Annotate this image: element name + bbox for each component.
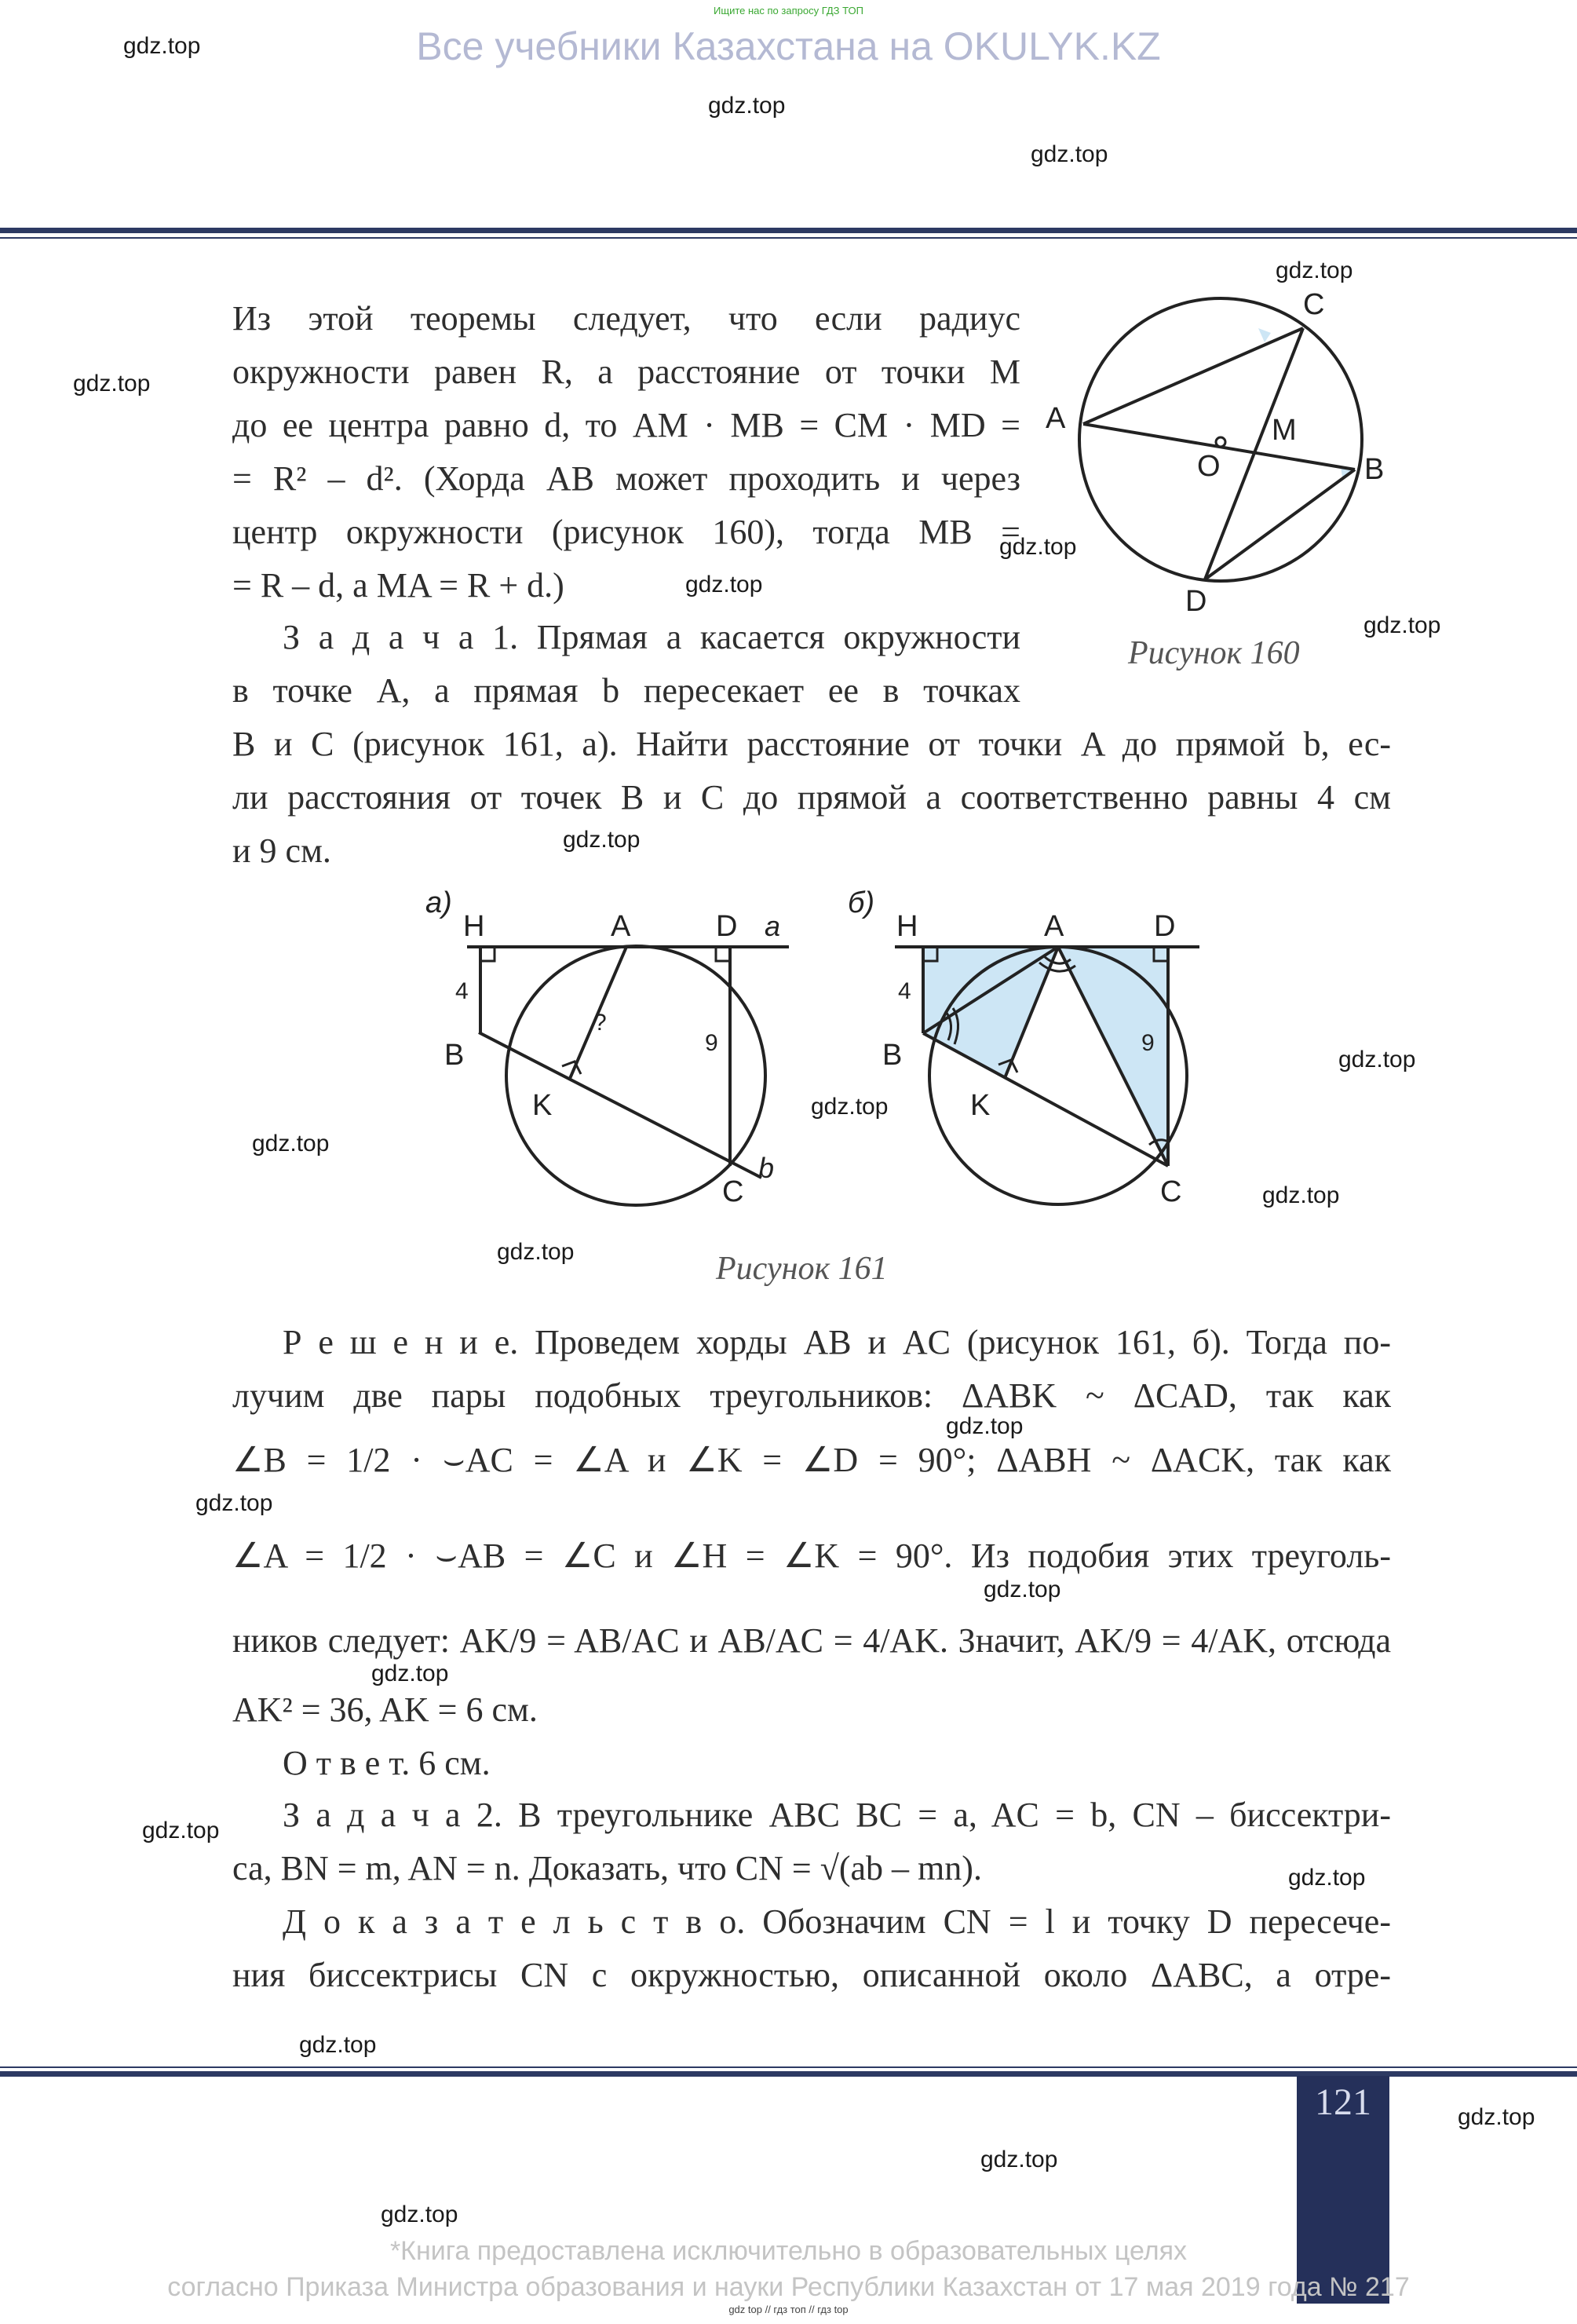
text-line: B и C (рисунок 161, а). Найти расстояние от точки A до прямой b, ес- bbox=[232, 725, 1391, 763]
label-c: C bbox=[1303, 288, 1325, 321]
watermark: gdz.top bbox=[1458, 2104, 1535, 2130]
watermark: gdz.top bbox=[811, 1094, 889, 1120]
label-seg-9: 9 bbox=[705, 1030, 718, 1056]
watermark: gdz.top bbox=[123, 33, 201, 59]
footer-note-line1: *Книга предоставлена исключительно в образовательных целях bbox=[389, 2236, 1188, 2266]
figure-161-caption: Рисунок 161 bbox=[716, 1251, 888, 1287]
text-line: Д о к а з а т е л ь с т в о. Обозначим CN = l и точку D пересече- bbox=[283, 1902, 1391, 1941]
label-a: A bbox=[1046, 402, 1066, 435]
label-m: M bbox=[1272, 414, 1297, 447]
figure-161a bbox=[408, 879, 801, 1209]
label-a: A bbox=[1044, 910, 1064, 943]
watermark: gdz.top bbox=[708, 93, 786, 119]
label-d: D bbox=[1185, 585, 1207, 612]
watermark: gdz.top bbox=[381, 2202, 458, 2227]
search-hint: Ищите нас по запросу ГДЗ ТОП bbox=[714, 5, 863, 16]
footer-note-line2: согласно Приказа Министра образования и науки Республики Казахстан от 17 мая 2019 года № 217 bbox=[167, 2272, 1410, 2302]
figure-161b bbox=[848, 879, 1225, 1209]
text-line: до ее центра равно d, то AM · MB = CM · MD = bbox=[232, 406, 1020, 444]
text-line: са, BN = m, AN = n. Доказать, что CN = √(ab – mn). bbox=[232, 1849, 982, 1887]
label-b: B bbox=[882, 1039, 903, 1072]
watermark: gdz.top bbox=[685, 572, 763, 597]
header-rule-thin bbox=[0, 237, 1577, 239]
label-unknown: ? bbox=[593, 1010, 607, 1036]
text-line: З а д а ч а 2. В треугольнике ABC BC = a, AC = b, CN – биссектри- bbox=[283, 1796, 1391, 1834]
secant-b bbox=[479, 1032, 761, 1178]
text-line: лучим две пары подобных треугольников: ΔABK ~ ΔCAD, так как bbox=[232, 1376, 1391, 1415]
text-line: Из этой теоремы следует, что если радиус bbox=[232, 299, 1020, 338]
label-seg-9: 9 bbox=[1141, 1030, 1155, 1056]
text-line: = R² – d². (Хорда AB может проходить и через bbox=[232, 459, 1021, 498]
watermark: gdz.top bbox=[984, 1577, 1061, 1602]
watermark: gdz.top bbox=[980, 2147, 1058, 2172]
label-d: D bbox=[1154, 910, 1176, 943]
label-b: B bbox=[444, 1039, 465, 1072]
watermark: gdz.top bbox=[1276, 258, 1353, 283]
label-line-b: b bbox=[758, 1152, 775, 1184]
label-d: D bbox=[716, 910, 738, 943]
text-line: ния биссектрисы CN с окружностью, описанной около ΔABC, а отре- bbox=[232, 1956, 1391, 1994]
watermark: gdz.top bbox=[299, 2032, 377, 2058]
watermark: gdz.top bbox=[142, 1818, 220, 1843]
text-line: ∠B = 1/2 · ⌣AC = ∠A и ∠K = ∠D = 90°; ΔABH ~ ΔACK, так как bbox=[232, 1441, 1391, 1479]
text-line: = R – d, а MA = R + d.) bbox=[232, 566, 564, 605]
header-rule-thick bbox=[0, 228, 1577, 233]
answer-line: О т в е т. 6 см. bbox=[283, 1744, 491, 1782]
text-line: ников следует: AK/9 = AB/AC и AB/AC = 4/AK. Значит, AK/9 = 4/AK, отсюда bbox=[232, 1621, 1391, 1660]
angle-c-fill bbox=[1258, 328, 1271, 342]
text-line: Р е ш е н и е. Проведем хорды AB и AC (рисунок 161, б). Тогда по- bbox=[283, 1323, 1391, 1361]
text-line: З а д а ч а 1. Прямая a касается окружности bbox=[283, 618, 1020, 656]
watermark: gdz.top bbox=[1031, 141, 1108, 167]
footer-rule-thin bbox=[0, 2066, 1577, 2068]
panel-tag: б) bbox=[848, 886, 875, 919]
panel-tag: а) bbox=[425, 886, 452, 919]
label-k: K bbox=[532, 1089, 553, 1122]
footer-tiny: gdz top // гдз топ // гдз top bbox=[728, 2304, 849, 2315]
watermark: gdz.top bbox=[1262, 1182, 1340, 1208]
text-line: и 9 см. bbox=[232, 831, 331, 870]
label-o: O bbox=[1197, 450, 1221, 483]
label-seg-4: 4 bbox=[455, 978, 469, 1004]
label-h: H bbox=[896, 910, 918, 943]
label-k: K bbox=[970, 1089, 991, 1122]
circle bbox=[506, 946, 765, 1205]
watermark: gdz.top bbox=[195, 1490, 273, 1516]
watermark: gdz.top bbox=[252, 1131, 330, 1157]
watermark: gdz.top bbox=[371, 1661, 449, 1686]
watermark: gdz.top bbox=[1363, 612, 1441, 638]
label-c: C bbox=[1160, 1175, 1182, 1208]
right-angle-d bbox=[716, 947, 730, 961]
watermark: gdz.top bbox=[946, 1413, 1024, 1439]
watermark: gdz.top bbox=[563, 827, 641, 853]
label-line-a: a bbox=[765, 910, 781, 942]
watermark: gdz.top bbox=[999, 534, 1077, 560]
watermark: gdz.top bbox=[1288, 1865, 1366, 1891]
text-line: окружности равен R, а расстояние от точки M bbox=[232, 353, 1020, 391]
figure-160-caption: Рисунок 160 bbox=[1128, 635, 1300, 671]
page-number: 121 bbox=[1315, 2081, 1371, 2123]
label-seg-4: 4 bbox=[898, 978, 911, 1004]
label-c: C bbox=[722, 1175, 744, 1208]
label-h: H bbox=[463, 910, 485, 943]
watermark: gdz.top bbox=[1338, 1047, 1416, 1072]
label-a: A bbox=[611, 910, 631, 943]
right-angle-h bbox=[480, 947, 495, 961]
watermark: gdz.top bbox=[497, 1239, 575, 1265]
text-line: AK² = 36, AK = 6 см. bbox=[232, 1690, 538, 1729]
text-line: ∠A = 1/2 · ⌣AB = ∠C и ∠H = ∠K = 90°. Из подобия этих треуголь- bbox=[232, 1537, 1391, 1575]
text-line: центр окружности (рисунок 160), тогда MB = bbox=[232, 513, 1020, 551]
figure-160 bbox=[1044, 275, 1405, 612]
site-banner[interactable]: Все учебники Казахстана на OKULYK.KZ bbox=[416, 24, 1161, 68]
text-line: в точке A, а прямая b пересекает ее в точках bbox=[232, 671, 1020, 710]
text-line: ли расстояния от точек B и C до прямой a соответственно равны 4 см bbox=[232, 778, 1391, 817]
center-point bbox=[1216, 437, 1225, 447]
watermark: gdz.top bbox=[73, 371, 151, 396]
label-b: B bbox=[1364, 453, 1385, 486]
